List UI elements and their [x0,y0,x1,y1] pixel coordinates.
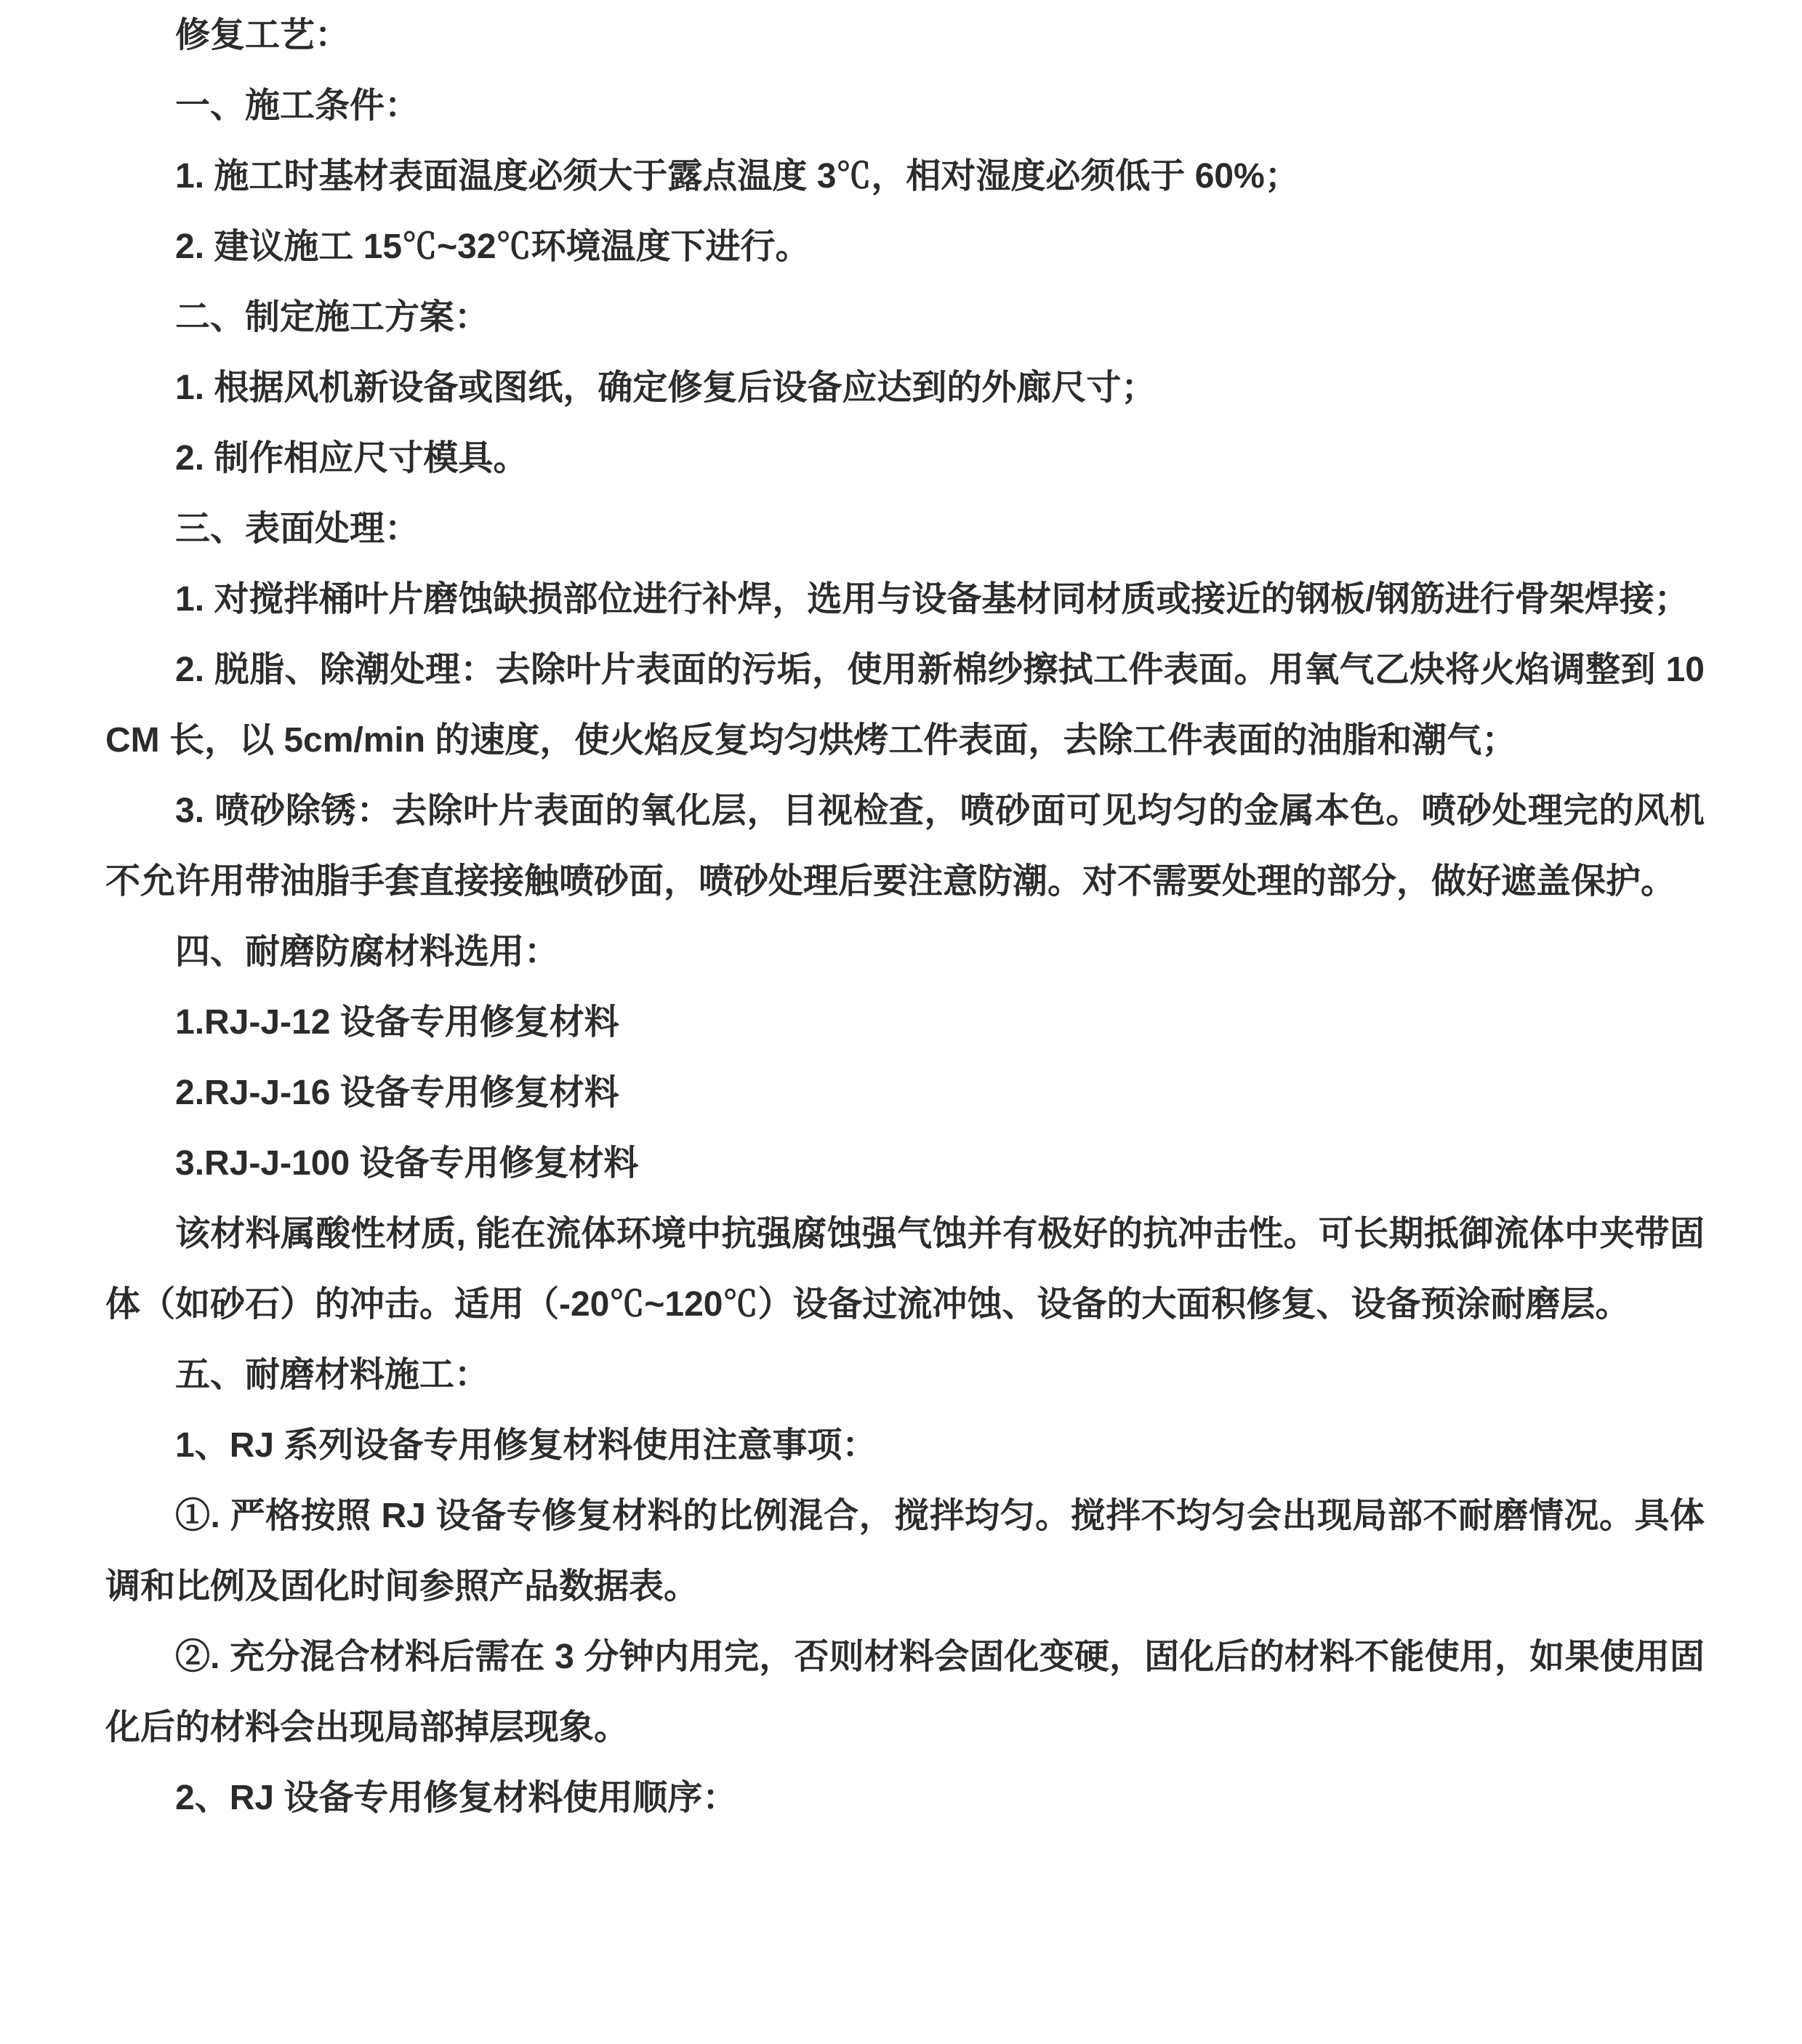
paragraph-heading: 一、施工条件： [175,86,420,125]
paragraph-list-item: 1、RJ 系列设备专用修复材料使用注意事项： [175,1426,877,1465]
paragraph-list-item: 3. 喷砂除锈：去除叶片表面的氧化层，目视检查，喷砂面可见均匀的金属本色。喷砂处理完的风机不允许用带油脂手套直接接触喷砂面，喷砂处理后要注意防潮。对不需要处理的部分，做好遮盖保护。 [105,792,1705,901]
paragraph-list-item: ②. 充分混合材料后需在 3 分钟内用完，否则材料会固化变硬，固化后的材料不能使用，如果使用固化后的材料会出现局部掉层现象。 [105,1638,1705,1747]
paragraph-heading: 五、耐磨材料施工： [175,1356,490,1394]
paragraph-list-item: 2. 脱脂、除潮处理：去除叶片表面的污垢，使用新棉纱擦拭工件表面。用氧气乙炔将火焰调整到 10CM 长，以 5cm/min 的速度，使火焰反复均匀烘烤工件表面，去除工件表面的油脂和潮气； [105,651,1705,760]
paragraph-list-item: 1.RJ-J-12 设备专用修复材料 [175,1003,619,1042]
paragraph-title: 修复工艺： [175,16,350,55]
paragraph-list-item: 1. 对搅拌桶叶片磨蚀缺损部位进行补焊，选用与设备基材同材质或接近的钢板/钢筋进行骨架焊接； [175,580,1689,619]
document-body [105,0,1705,1833]
paragraph-list-item: ①. 严格按照 RJ 设备专修复材料的比例混合，搅拌均匀。搅拌不均匀会出现局部不耐磨情况。具体调和比例及固化时间参照产品数据表。 [105,1497,1705,1606]
paragraph-body: 该材料属酸性材质, 能在流体环境中抗强腐蚀强气蚀并有极好的抗冲击性。可长期抵御流体中夹带固体（如砂石）的冲击。适用（-20℃~120℃）设备过流冲蚀、设备的大面积修复、设备预涂耐磨层。 [105,1215,1705,1324]
paragraph-list-item: 1. 根据风机新设备或图纸，确定修复后设备应达到的外廊尺寸； [175,369,1157,407]
paragraph-list-item: 2.RJ-J-16 设备专用修复材料 [175,1074,619,1112]
paragraph-list-item: 2、RJ 设备专用修复材料使用顺序： [175,1779,738,1817]
paragraph-heading: 四、耐磨防腐材料选用： [175,933,560,971]
paragraph-list-item: 3.RJ-J-100 设备专用修复材料 [175,1144,639,1183]
paragraph-heading: 二、制定施工方案： [175,298,490,337]
paragraph-list-item: 2. 制作相应尺寸模具。 [175,439,528,478]
paragraph-list-item: 1. 施工时基材表面温度必须大于露点温度 3℃，相对湿度必须低于 60%； [175,157,1300,196]
paragraph-list-item: 2. 建议施工 15℃~32℃环境温度下进行。 [175,228,811,266]
paragraph-heading: 三、表面处理： [175,510,420,548]
